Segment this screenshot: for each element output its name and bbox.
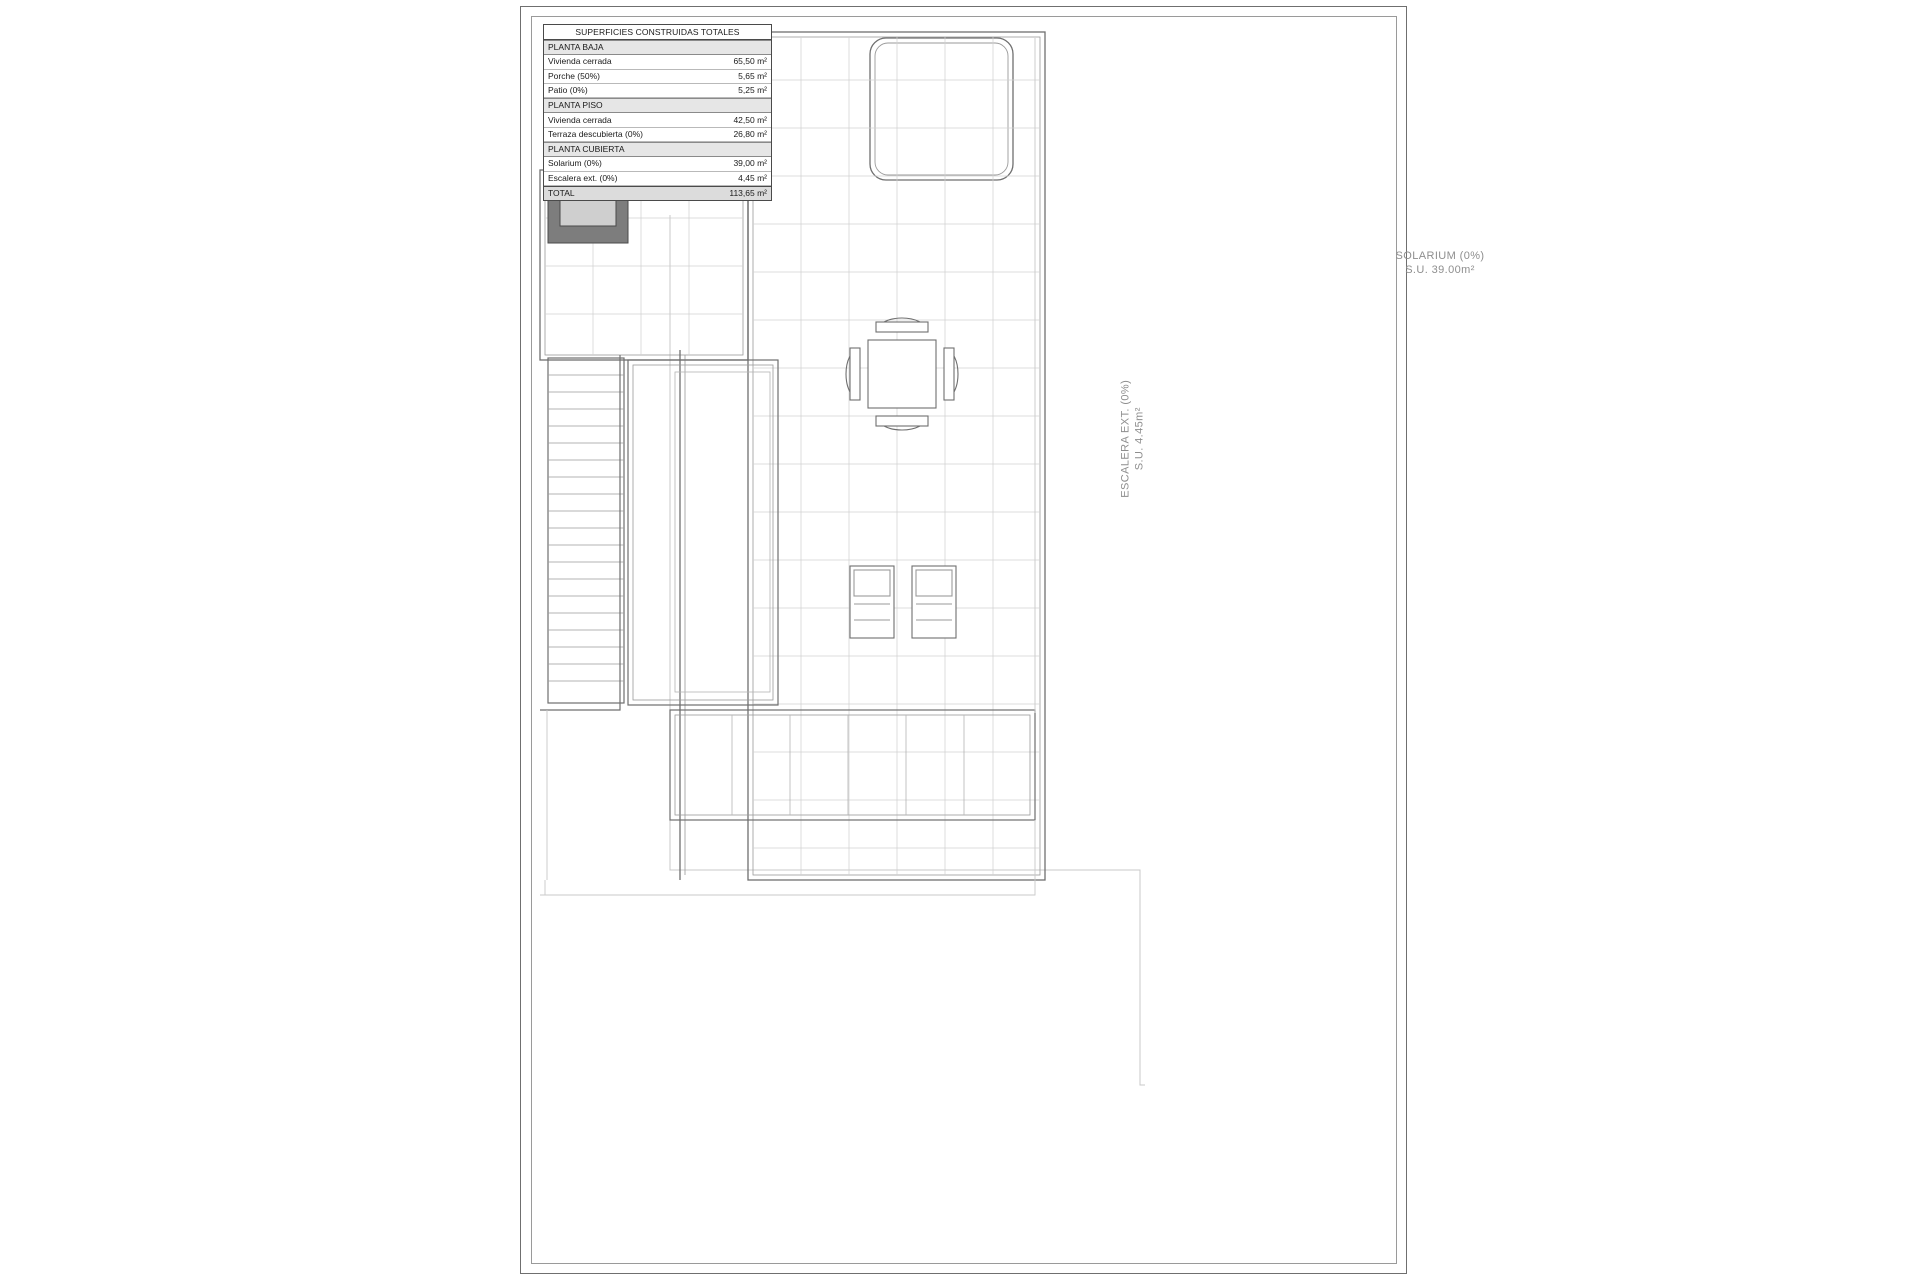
table-cell-label: Solarium (0%): [548, 158, 602, 169]
furniture-loungers: [850, 566, 956, 638]
furniture-dining-set: [846, 318, 958, 430]
table-cell-value: 39,00 m²: [733, 158, 767, 169]
table-cell-label: Patio (0%): [548, 85, 588, 95]
table-row: [544, 84, 771, 98]
table-cell-label: Terraza descubierta (0%): [548, 128, 643, 139]
table-cell-label: PLANTA CUBIERTA: [548, 144, 625, 155]
table-cell-label: Escalera ext. (0%): [548, 172, 618, 183]
table-cell-label: PLANTA BAJA: [548, 42, 604, 53]
room-label-escalera-area: S.U. 4.45m²: [1133, 407, 1145, 471]
room-label-solarium-area: S.U. 39.00m²: [1405, 263, 1475, 276]
table-cell-value: 113,65 m²: [729, 188, 767, 199]
table-row: [544, 172, 771, 186]
surfaces-table-body: [544, 40, 771, 200]
table-cell-value: 5,65 m²: [738, 70, 767, 81]
table-row: [544, 128, 771, 142]
table-cell-value: 4,45 m²: [738, 172, 767, 183]
table-row: [544, 40, 771, 55]
table-cell-value: 42,50 m²: [733, 114, 767, 125]
table-row: [544, 70, 771, 84]
room-label-solarium-name: SOLARIUM (0%): [1395, 250, 1485, 262]
table-cell-value: 65,50 m²: [733, 56, 767, 67]
table-cell-label: Vivienda cerrada: [548, 114, 612, 125]
room-label-escalera: [1119, 354, 1147, 524]
table-row: [544, 157, 771, 171]
table-row: [544, 55, 771, 69]
table-row: [544, 186, 771, 200]
surfaces-table-title: SUPERFICIES CONSTRUIDAS TOTALES: [544, 25, 771, 40]
table-row: [544, 98, 771, 113]
table-cell-value: 5,25 m²: [738, 85, 767, 95]
surfaces-table: [543, 24, 772, 201]
room-label-solarium: [1350, 250, 1530, 278]
table-row: [544, 113, 771, 127]
table-cell-label: TOTAL: [548, 188, 575, 199]
table-cell-label: Vivienda cerrada: [548, 56, 612, 67]
table-cell-label: Porche (50%): [548, 70, 600, 81]
table-cell-label: PLANTA PISO: [548, 100, 603, 111]
room-label-escalera-name: ESCALERA EXT. (0%): [1119, 379, 1132, 498]
table-row: [544, 142, 771, 157]
table-cell-value: 26,80 m²: [733, 128, 767, 139]
